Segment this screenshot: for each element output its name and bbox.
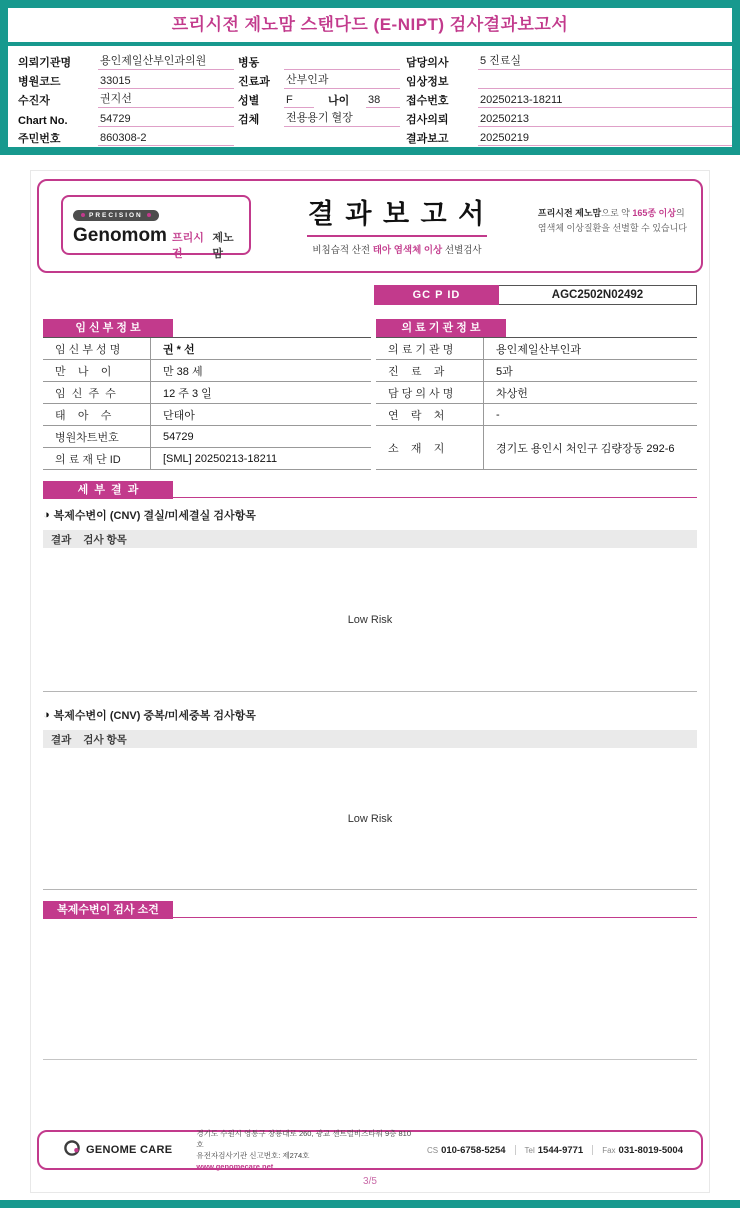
report-note <box>538 206 687 237</box>
genomom-logo <box>61 195 251 260</box>
website-link: www.genomecare.net <box>196 1162 274 1172</box>
half-circle-icon: ◑ <box>43 709 50 721</box>
table-row: 진 료 과 5과 <box>376 360 697 382</box>
cnv-duplication-result <box>43 748 697 890</box>
report-subtitle: 비침습적 산전 태아 염색체 이상 선별검사 <box>312 245 482 256</box>
badge-dot-icon <box>147 213 151 217</box>
info-column-middle <box>238 51 400 127</box>
field-receipt-no: 접수번호 20250213-18211 <box>406 89 732 108</box>
divider <box>515 1145 516 1155</box>
report-top-header <box>0 0 740 155</box>
report-header-box <box>37 179 703 273</box>
cs-phone: CS 010-6758-5254 <box>426 1144 506 1156</box>
field-sex-age: 성별 F 나이 38 <box>238 89 400 108</box>
page-title: 프리시전 제노맘 스탠다드 (E-NIPT) 검사결과보고서 <box>8 8 732 42</box>
page-number: 3/5 <box>363 1176 377 1187</box>
tel-phone: Tel 1544-9771 <box>524 1144 584 1156</box>
field-request-date: 검사의뢰 20250213 <box>406 108 732 127</box>
info-tables <box>43 319 697 470</box>
gcpid-row <box>374 285 697 305</box>
divider <box>592 1145 593 1155</box>
result-table-header: 결과 검사 항목 <box>43 730 697 748</box>
report-title-block <box>275 192 519 256</box>
badge-dot-icon <box>81 213 85 217</box>
bottom-teal-strip <box>0 1200 740 1208</box>
cnv-deletion-heading: ◑ 복제수변이 (CNV) 결실/미세결실 검사항목 <box>43 509 256 522</box>
risk-status: Low Risk <box>347 812 393 825</box>
table-row: 태 아 수 단태아 <box>43 404 371 426</box>
risk-status: Low Risk <box>347 613 393 626</box>
section-title: 세 부 결 과 <box>43 481 173 499</box>
genome-care-logo-icon <box>63 1139 81 1162</box>
table-row: 병원차트번호 54729 <box>43 426 371 448</box>
section-detail-results <box>43 480 697 498</box>
gcpid-label: GC P ID <box>374 285 499 305</box>
patient-info-box <box>8 46 732 147</box>
result-table-header: 결과 검사 항목 <box>43 530 697 548</box>
footer <box>37 1130 703 1170</box>
field-report-date: 결과보고 20250219 <box>406 127 732 146</box>
table-row: 소 재 지 경기도 용인시 처인구 김량장동 292-6 <box>376 426 697 470</box>
clinic-info-table <box>376 319 697 470</box>
field-specimen: 검체 전용용기 혈장 <box>238 108 400 127</box>
footer-address <box>196 1128 413 1173</box>
cnv-deletion-result <box>43 548 697 692</box>
field-patient-name: 수진자 권지선 <box>18 89 234 108</box>
report-title: 결 과 보 고 서 <box>307 199 487 229</box>
field-attending-doctor: 담당의사 5 진료실 <box>406 51 732 70</box>
table-row: 임 신 부 성 명 권 * 선 <box>43 338 371 360</box>
footer-contacts <box>427 1145 683 1156</box>
field-resident-no: 주민번호 860308-2 <box>18 127 234 146</box>
table-row: 만 나 이 만 38 세 <box>43 360 371 382</box>
field-clinical-info: 임상정보 <box>406 70 732 89</box>
brand-line: Genomom 프리시전 제노맘 <box>73 225 234 260</box>
section-cnv-opinion <box>43 900 697 918</box>
field-hospital-code: 병원코드 33015 <box>18 70 234 89</box>
note-line-2: 염색체 이상질환을 선별할 수 있습니다 <box>537 223 687 234</box>
cnv-duplication-heading: ◑ 복제수변이 (CNV) 중복/미세중복 검사항목 <box>43 709 256 722</box>
field-ward: 병동 <box>238 51 400 70</box>
genome-care-logo: GENOME CARE <box>63 1139 172 1162</box>
table-row: 임 신 주 수 12 주 3 일 <box>43 382 371 404</box>
gcpid-value: AGC2502N02492 <box>499 285 697 305</box>
fax-number: Fax 031-8019-5004 <box>602 1144 683 1156</box>
mother-info-table <box>43 319 371 470</box>
mother-table-title: 임 신 부 정 보 <box>43 319 173 337</box>
title-underline <box>307 235 487 237</box>
address-line-2: 유전자검사기관 신고번호: 제274호 <box>196 1151 310 1160</box>
table-row: 담 당 의 사 명 차상헌 <box>376 382 697 404</box>
info-column-left <box>18 51 234 146</box>
opinion-content <box>43 918 697 1060</box>
opinion-title: 복제수변이 검사 소견 <box>43 901 173 919</box>
precision-badge: PRECISION <box>73 210 159 221</box>
table-row: 의 료 재 단 ID [SML] 20250213-18211 <box>43 448 371 470</box>
field-department: 진료과 산부인과 <box>238 70 400 89</box>
table-row: 의 료 기 관 명 용인제일산부인과 <box>376 338 697 360</box>
half-circle-icon: ◑ <box>43 509 50 521</box>
clinic-table-title: 의 료 기 관 정 보 <box>376 319 506 337</box>
note-line-1: 프리시전 제노맘으로 약 165종 이상의 <box>537 208 685 218</box>
table-row: 연 락 처 - <box>376 404 697 426</box>
field-chart-no: Chart No. 54729 <box>18 108 234 127</box>
address-line-1: 경기도 수원시 영통구 창룡대로 260, 광교 센트럴비즈타워 9층 810호 <box>196 1128 412 1149</box>
info-column-right <box>406 51 732 146</box>
field-referring-org: 의뢰기관명 용인제일산부인과의원 <box>18 51 234 70</box>
document-page <box>30 170 710 1193</box>
